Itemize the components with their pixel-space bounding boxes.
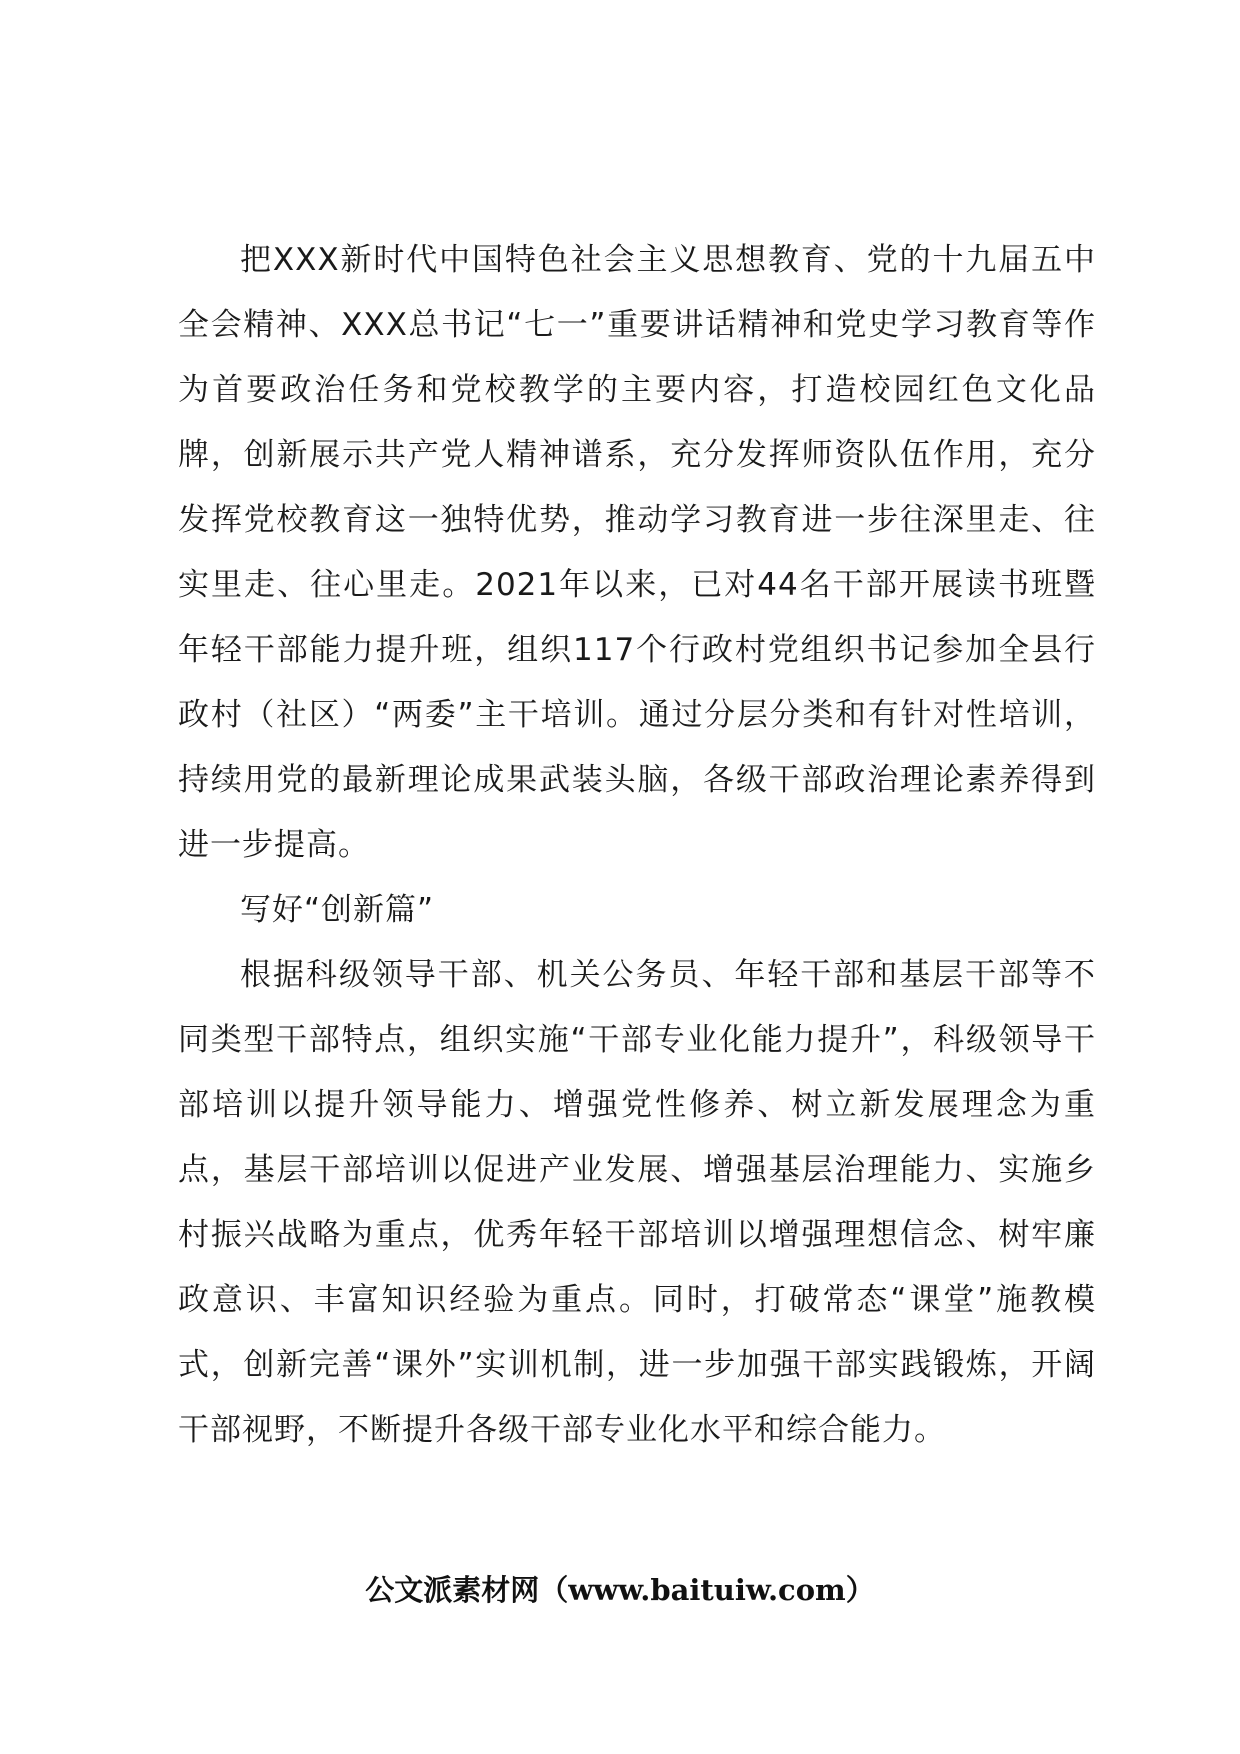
footer-watermark: 公文派素材网（www.baituiw.com） [365, 1573, 875, 1607]
paragraph-cadre-training: 根据科级领导干部、机关公务员、年轻干部和基层干部等不同类型干部特点，组织实施“干部专业化能力提升”，科级领导干部培训以提升领导能力、增强党性修养、树立新发展理念为重点，基层干部培训以促进产业发展、增强基层治理能力、实施乡村振兴战略为重点，优秀年轻干部培训以增强理想信念、树牢廉政意识、丰富知识经验为重点。同时，打破常态“课堂”施教模式，创新完善“课外”实训机制，进一步加强干部实践锻炼，开阔干部视野，不断提升各级干部专业化水平和综合能力。 [178, 957, 1096, 1448]
document-body [178, 228, 1096, 1463]
section-heading-innovation: 写好“创新篇” [240, 892, 435, 928]
paragraph-theory-education: 把XXX新时代中国特色社会主义思想教育、党的十九届五中全会精神、XXX总书记“七一”重要讲话精神和党史学习教育等作为首要政治任务和党校教学的主要内容，打造校园红色文化品牌，创新展示共产党人精神谱系，充分发挥师资队伍作用，充分发挥党校教育这一独特优势，推动学习教育进一步往深里走、往实里走、往心里走。2021年以来，已对44名干部开展读书班暨年轻干部能力提升班，组织117个行政村党组织书记参加全县行政村（社区）“两委”主干培训。通过分层分类和有针对性培训，持续用党的最新理论成果武装头脑，各级干部政治理论素养得到进一步提高。 [178, 242, 1096, 863]
